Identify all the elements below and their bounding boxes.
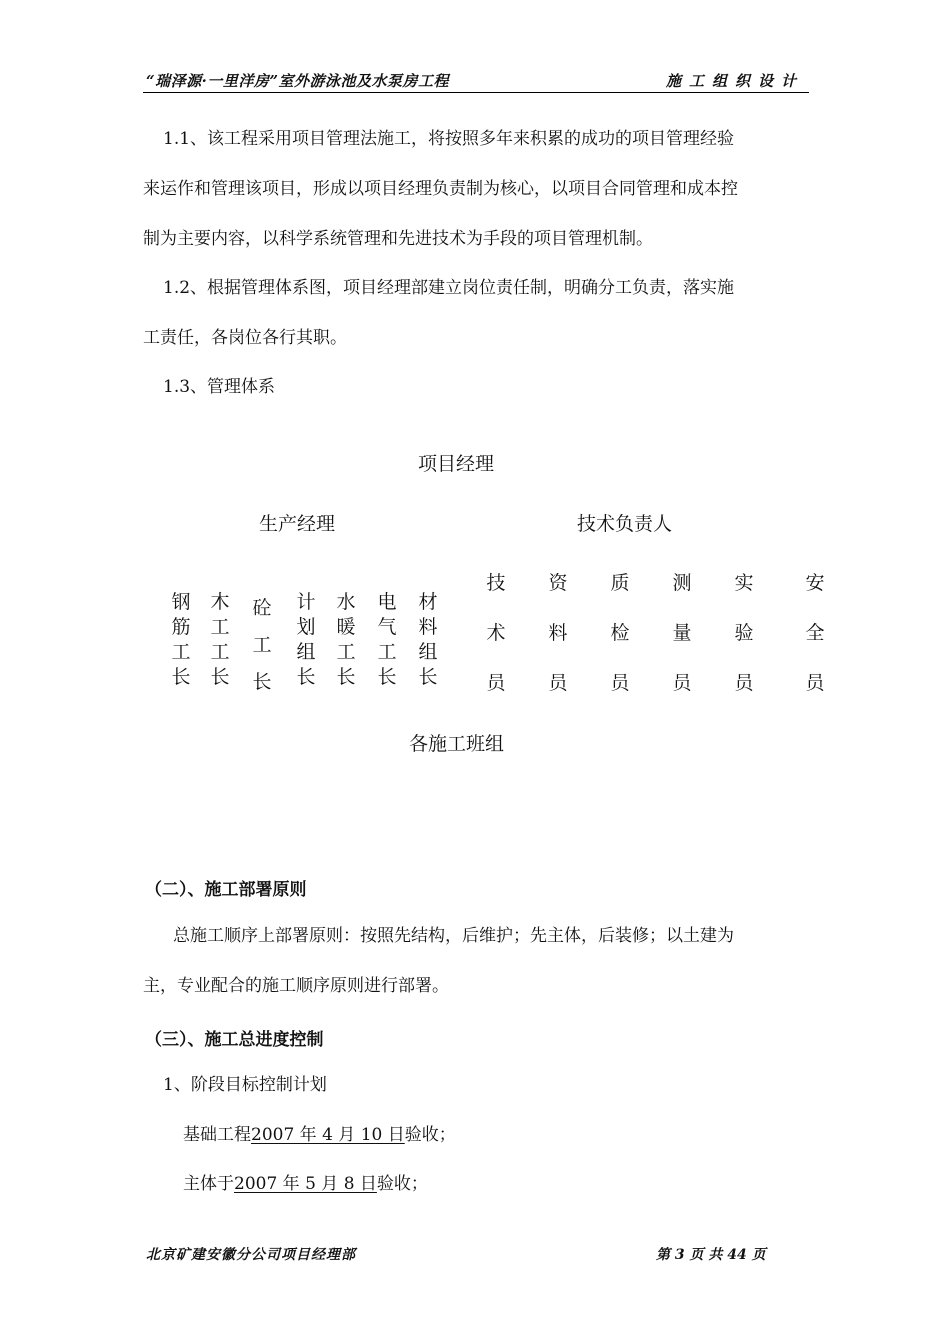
paragraph-2-line-1: 1.2、根据管理体系图，项目经理部建立岗位责任制，明确分工负责，落实施 <box>163 278 735 298</box>
org-bottom-work-teams: 各施工班组 <box>409 733 505 755</box>
header-project-title: “瑞泽源·一里洋房”室外游泳池及水泵房工程 <box>146 72 449 90</box>
section-2-line-1: 总施工顺序上部署原则：按照先结构，后维护；先主体，后装修；以土建为 <box>173 926 734 946</box>
milestone-foundation-prefix: 基础工程 <box>183 1125 251 1145</box>
section-3-item-1: 1、阶段目标控制计划 <box>163 1075 327 1095</box>
org-top-project-manager: 项目经理 <box>418 453 495 475</box>
org-role-right: 安全员 <box>805 572 825 694</box>
org-technical-lead: 技术负责人 <box>577 513 673 535</box>
section-2-line-2: 主，专业配合的施工顺序原则进行部署。 <box>143 976 449 996</box>
milestone-foundation <box>183 1125 456 1145</box>
org-role-right: 实验员 <box>734 572 754 694</box>
milestone-structure-prefix: 主体于 <box>183 1174 234 1194</box>
section-3-title: （三）、施工总进度控制 <box>145 1030 324 1050</box>
paragraph-2-line-2: 工责任，各岗位各行其职。 <box>143 328 347 348</box>
header-doc-type: 施工组织设计 <box>666 72 805 90</box>
org-role-left: 电气工长 <box>377 591 397 688</box>
footer-page-number: 第 3 页 共 44 页 <box>656 1247 766 1263</box>
paragraph-1-line-2: 来运作和管理该项目，形成以项目经理负责制为核心，以项目合同管理和成本控 <box>143 179 738 199</box>
org-role-right: 质检员 <box>610 572 630 694</box>
paragraph-3: 1.3、管理体系 <box>163 377 276 397</box>
header-divider <box>143 92 809 93</box>
milestone-foundation-date: 2007 年 4 月 10 日 <box>251 1125 405 1145</box>
org-role-right: 技术员 <box>486 572 506 694</box>
org-production-manager: 生产经理 <box>259 513 336 535</box>
milestone-foundation-suffix: 验收； <box>404 1125 456 1145</box>
milestone-structure-date: 2007 年 5 月 8 日 <box>234 1174 377 1194</box>
org-role-left: 计划组长 <box>296 591 316 688</box>
org-role-left: 砼工长 <box>252 597 272 693</box>
org-role-right: 资料员 <box>548 572 568 694</box>
milestone-structure-suffix: 验收； <box>376 1174 428 1194</box>
org-role-left: 材料组长 <box>418 591 438 688</box>
org-role-right: 测量员 <box>672 572 692 694</box>
org-role-left: 水暖工长 <box>336 591 356 688</box>
paragraph-1-line-3: 制为主要内容，以科学系统管理和先进技术为手段的项目管理机制。 <box>143 229 653 249</box>
org-role-left: 钢筋工长 <box>171 591 191 688</box>
section-2-title: （二）、施工部署原则 <box>145 880 307 900</box>
footer-organization: 北京矿建安徽分公司项目经理部 <box>146 1247 356 1263</box>
paragraph-1-line-1: 1.1、该工程采用项目管理法施工，将按照多年来积累的成功的项目管理经验 <box>163 129 735 149</box>
org-role-left: 木工工长 <box>210 591 230 688</box>
milestone-structure <box>183 1174 428 1194</box>
